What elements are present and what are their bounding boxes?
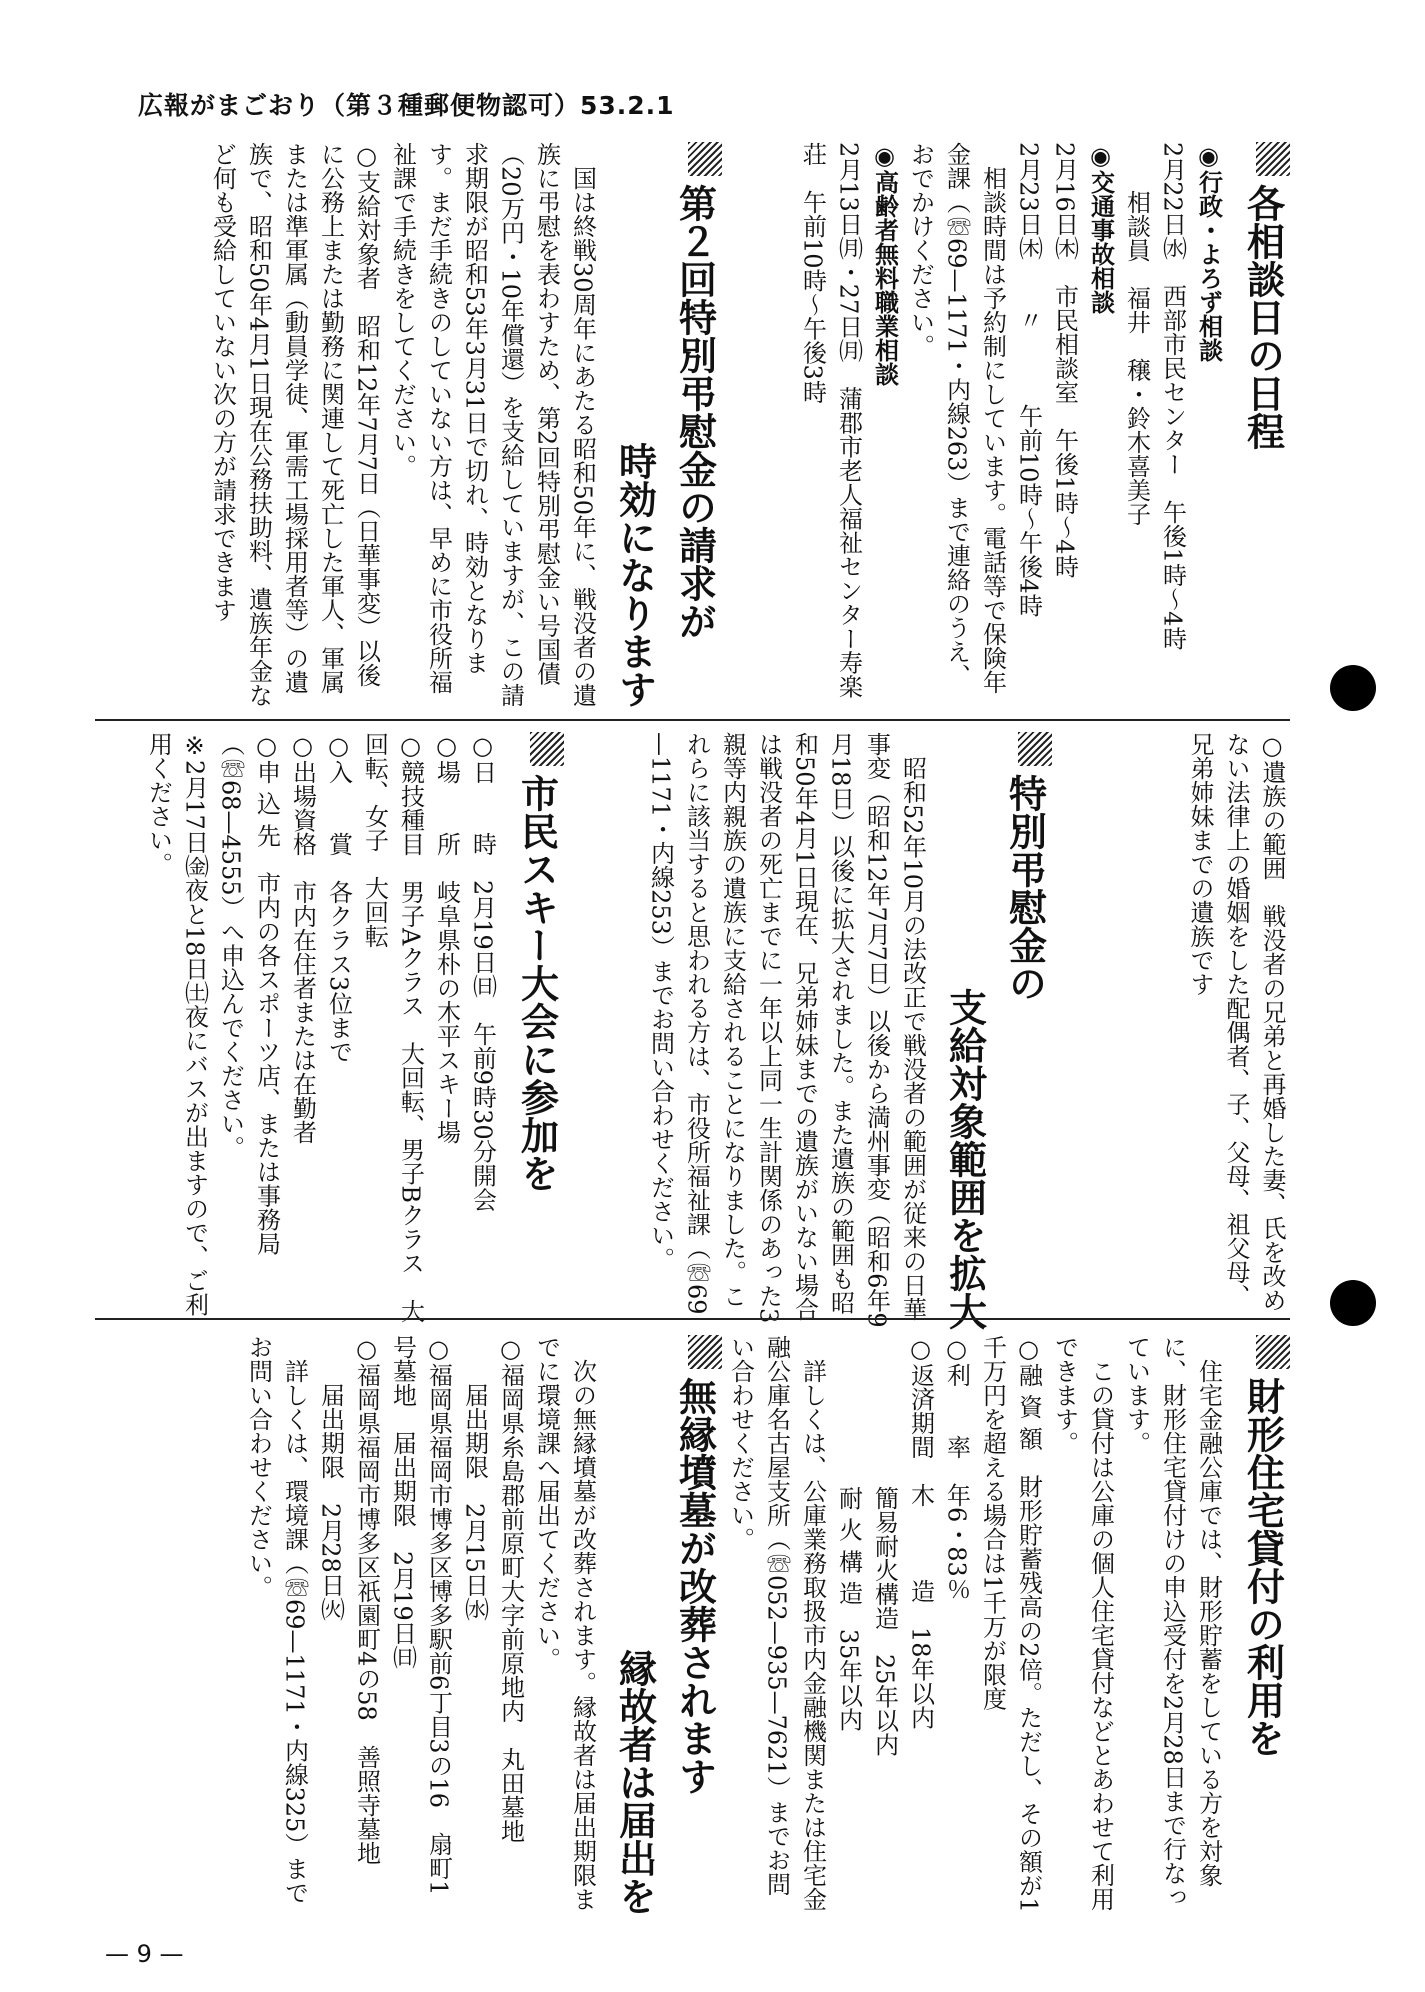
chouikin-heading-b: 時効になります xyxy=(612,442,657,708)
hatch-mark-icon xyxy=(688,1335,722,1369)
chouikin-body: 国は終戦30周年にあたる昭和50年に、戦没者の遺族に弔慰を表わすため、第2回特別弔慰金い号国債（20万円・10年償還）を支給していますが、この請求期限が昭和53年3月31日で切れ、時効となります。まだ手続きのしていない方は、早めに市役所福祉課で手続きをしてください。 xyxy=(388,142,597,708)
masthead: 広報がまごおり（第３種郵便物認可）53.2.1 xyxy=(138,91,675,120)
zaikei-contact: 詳しくは、公庫業務取扱市内金融機関または住宅金融公庫名古屋支所（☏052—935—7621）までお問い合わせください。 xyxy=(726,1335,827,1911)
hatch-mark-icon xyxy=(530,732,564,766)
consultation-heading: 各相談日の日程 xyxy=(1239,142,1291,708)
hatch-mark-icon xyxy=(1018,732,1052,766)
muen-heading-b: 縁故者は届出を xyxy=(612,1649,657,1915)
muen-contact: 詳しくは、環境課（☏69—1171・内線325）までお問い合わせください。 xyxy=(244,1335,309,1905)
izoku-text: 戦没者の兄弟と再婚した妻、氏を改めない法律上の婚姻をした配偶者、子、父母、祖父母、兄弟姉妹までの遺族です xyxy=(1186,732,1286,1312)
kakudai-heading-b: 支給対象範囲を拡大 xyxy=(942,988,987,1330)
kotsu-note: 相談時間は予約制にしています。電話等で保険年金課（☏69—1171・内線263）まで連絡のうえ、おでかけください。 xyxy=(906,142,1007,694)
grave-2-place: ○福岡県福岡市博多区博多駅前6丁目3の16 扇町1号墓地 届出期限 2月19日㈰ xyxy=(388,1335,453,1896)
target-text: 昭和12年7月7日（日華事変）以後に公務上または勤務に関連して死亡した軍人、軍属または準軍属（動員学徒、軍需工場採用者等）の遺族で、昭和50年4月1日現在公務扶助料、遺族年金など何も受給していない次の方が請求できます xyxy=(208,142,381,708)
ski-note: ※2月17日㈮夜と18日㈯夜にバスが出ますので、ご利用ください。 xyxy=(144,732,209,1317)
ski-event: ○競技種目 男子Aクラス 大回転、男子Bクラス 大回転、女子 大回転 xyxy=(360,732,425,1323)
zaikei-rate: ○利 率 年6・83％ xyxy=(942,1335,971,1601)
zaikei-article xyxy=(726,1335,1290,1915)
hatch-mark-icon xyxy=(1256,1335,1290,1369)
ski-heading: 市民スキー大会に参加を xyxy=(513,732,565,1330)
kotsu-line1: 2月16日㈭ 市民相談室 午後1時〜4時 xyxy=(1050,142,1079,579)
consultation-schedule xyxy=(770,142,1290,708)
ski-article xyxy=(84,732,564,1330)
izoku-range xyxy=(1100,732,1290,1330)
grave-1-place: ○福岡県糸島郡前原町大字前原地内 丸田墓地 xyxy=(496,1335,525,1843)
chouikin-article xyxy=(162,142,722,708)
kotsu-line2: 2月23日㈭ 〃 午前10時〜午後4時 xyxy=(1014,142,1043,618)
binding-hole-icon xyxy=(1330,1280,1376,1326)
muen-article xyxy=(162,1335,722,1915)
muen-heading-a: 無縁墳墓が改葬されます xyxy=(671,1335,723,1915)
top-band xyxy=(162,142,1290,708)
kakudai-article xyxy=(612,732,1052,1330)
ski-place: ○場 所 岐阜県朴の木平スキー場 xyxy=(432,732,461,1144)
zaikei-body1: 住宅金融公庫では、財形貯蓄をしている方を対象に、財形住宅貸付けの申込受付を2月28日まで行なっています。 xyxy=(1122,1335,1223,1909)
zaikei-term: ○返済期間 木 造 18年以内 xyxy=(906,1335,935,1730)
page-number: — 9 — xyxy=(105,1940,184,1968)
divider-top xyxy=(95,719,1290,721)
gyosei-title: ◉行政・よろず相談 xyxy=(1194,142,1223,362)
hatch-mark-icon xyxy=(1256,142,1290,176)
grave-3-place: ○福岡県福岡市博多区祇園町4の58 善照寺墓地 xyxy=(352,1335,381,1865)
gyosei-line2: 相談員 福井 穣・鈴木喜美子 xyxy=(1122,190,1151,526)
kotsu-title: ◉交通事故相談 xyxy=(1086,142,1115,314)
kakudai-body: 昭和52年10月の法改正で戦没者の範囲が従来の日華事変（昭和12年7月7日）以後から満州事変（昭和6年9月18日）以後に拡大されました。また遺族の範囲も昭和50年4月1日現在、兄弟姉妹までの遺族がいない場合は戦没者の死亡までに一年以上同一生計関係のあった3親等内親族の遺族に支給されることになりました。これらに該当すると思われる方は、市役所福祉課（☏69—1171・内線253）までお問い合わせください。 xyxy=(646,732,927,1328)
gyosei-line1: 2月22日㈬ 西部市民センター 午後1時〜4時 xyxy=(1158,142,1187,651)
binding-hole-icon xyxy=(1330,665,1376,711)
muen-body: 次の無縁墳墓が改葬されます。縁故者は届出期限までに環境課へ届出てください。 xyxy=(532,1335,597,1911)
bottom-band xyxy=(162,1335,1290,1915)
koreisha-line1: 2月13日㈪・27日㈪ 蒲郡市老人福祉センター寿楽荘 午前10時〜午後3時 xyxy=(798,142,863,699)
middle-band xyxy=(84,732,1290,1330)
zaikei-term-2: 簡易耐火構造 25年以内 xyxy=(870,1486,899,1757)
chouikin-heading-a: 第２回特別弔慰金の請求が xyxy=(671,142,723,708)
zaikei-body2: この貸付は公庫の個人住宅貸付などとあわせて利用できます。 xyxy=(1050,1335,1115,1911)
zaikei-amount: ○融 資 額 財形貯蓄残高の2倍。ただし、その額が1千万円を超える場合は1千万が限度 xyxy=(978,1335,1043,1913)
divider-bottom xyxy=(95,1318,1290,1320)
ski-prize: ○入 賞 各クラス3位まで xyxy=(324,732,353,1064)
hatch-mark-icon xyxy=(688,142,722,176)
zaikei-term-3: 耐 火 構 造 35年以内 xyxy=(834,1486,863,1732)
grave-3-deadline: 届出期限 2月28日㈫ xyxy=(316,1383,345,1621)
chouikin-target xyxy=(205,142,385,708)
zaikei-heading: 財形住宅貸付の利用を xyxy=(1239,1335,1291,1915)
kakudai-heading-a: 特別弔慰金の xyxy=(1001,732,1053,1330)
izoku-item xyxy=(1182,732,1290,1330)
target-label: ○支給対象者 xyxy=(352,142,381,290)
ski-apply: ○申 込 先 市内の各スポーツ店、または事務局（☏68—4555）へ申込んでください。 xyxy=(216,732,281,1256)
izoku-label: ○遺族の範囲 xyxy=(1258,732,1286,880)
koreisha-title: ◉高齢者無料職業相談 xyxy=(870,142,899,386)
grave-1-deadline: 届出期限 2月15日㈬ xyxy=(460,1383,489,1621)
ski-date: ○日 時 2月19日㈰ 午前9時30分開会 xyxy=(468,732,497,1212)
ski-qualification: ○出場資格 市内在住者または在勤者 xyxy=(288,732,317,1144)
